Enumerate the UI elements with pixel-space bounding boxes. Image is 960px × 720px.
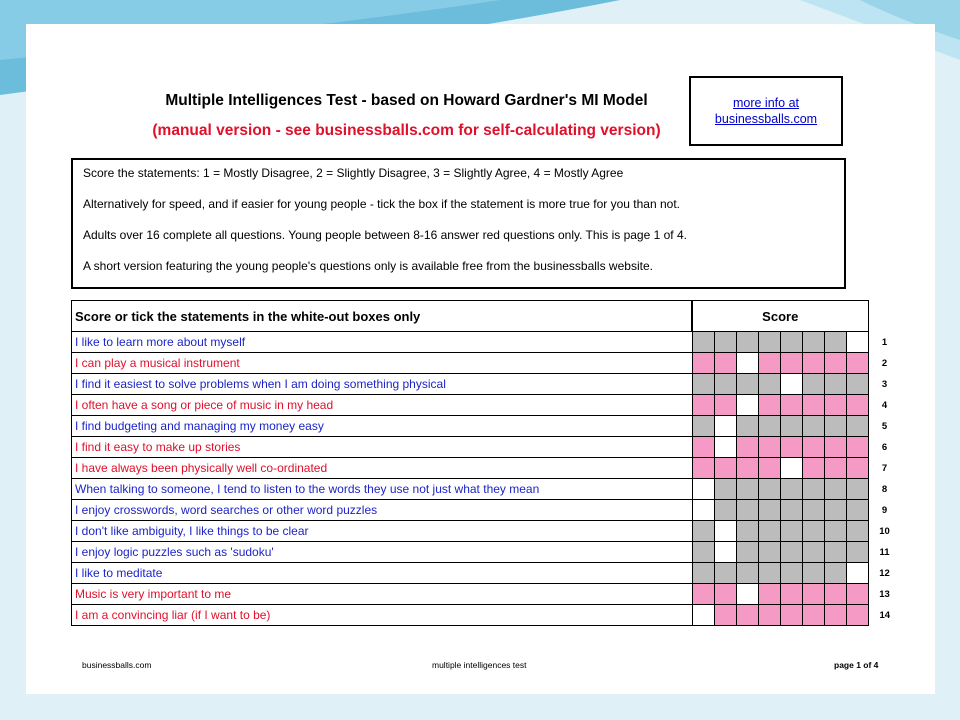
question-statement: I find budgeting and managing my money easy xyxy=(72,416,693,437)
blocked-cell xyxy=(846,521,868,542)
score-box[interactable] xyxy=(714,542,736,563)
question-row xyxy=(72,500,898,521)
question-statement: I have always been physically well co-ordinated xyxy=(72,458,693,479)
blocked-cell xyxy=(692,332,714,353)
score-box[interactable] xyxy=(736,353,758,374)
blocked-cell xyxy=(780,605,802,626)
blocked-cell xyxy=(736,563,758,584)
blocked-cell xyxy=(824,437,846,458)
blocked-cell xyxy=(802,605,824,626)
footer-page-number: page 1 of 4 xyxy=(834,660,879,670)
question-row xyxy=(72,521,898,542)
blocked-cell xyxy=(824,353,846,374)
blocked-cell xyxy=(802,374,824,395)
blocked-cell xyxy=(846,416,868,437)
blocked-cell xyxy=(758,479,780,500)
blocked-cell xyxy=(736,437,758,458)
question-statement: I often have a song or piece of music in my head xyxy=(72,395,693,416)
blocked-cell xyxy=(780,395,802,416)
blocked-cell xyxy=(846,542,868,563)
blocked-cell xyxy=(714,584,736,605)
blocked-cell xyxy=(846,395,868,416)
question-statement: I enjoy logic puzzles such as 'sudoku' xyxy=(72,542,693,563)
question-statement: Music is very important to me xyxy=(72,584,693,605)
blocked-cell xyxy=(692,416,714,437)
question-number: 12 xyxy=(879,567,890,579)
question-statement: I can play a musical instrument xyxy=(72,353,693,374)
number-column-header xyxy=(868,301,897,332)
blocked-cell xyxy=(758,521,780,542)
blocked-cell xyxy=(736,458,758,479)
blocked-cell xyxy=(736,416,758,437)
blocked-cell xyxy=(824,416,846,437)
blocked-cell xyxy=(824,500,846,521)
question-number: 13 xyxy=(879,588,890,600)
question-statement: I like to learn more about myself xyxy=(72,332,693,353)
instruction-line: Score the statements: 1 = Mostly Disagree, 2 = Slightly Disagree, 3 = Slightly Agree, 4 = Mostly Agree xyxy=(83,166,624,180)
question-statement: I enjoy crosswords, word searches or other word puzzles xyxy=(72,500,693,521)
blocked-cell xyxy=(824,605,846,626)
blocked-cell xyxy=(802,542,824,563)
blocked-cell xyxy=(692,542,714,563)
blocked-cell xyxy=(824,542,846,563)
blocked-cell xyxy=(802,332,824,353)
question-row xyxy=(72,479,898,500)
blocked-cell xyxy=(758,374,780,395)
score-column-header: Score xyxy=(692,301,868,332)
test-sheet xyxy=(26,24,935,694)
blocked-cell xyxy=(758,353,780,374)
question-row xyxy=(72,374,898,395)
blocked-cell xyxy=(802,479,824,500)
blocked-cell xyxy=(692,563,714,584)
question-number: 10 xyxy=(879,525,890,537)
blocked-cell xyxy=(758,605,780,626)
blocked-cell xyxy=(824,584,846,605)
info-box xyxy=(689,76,843,146)
question-row xyxy=(72,542,898,563)
score-box[interactable] xyxy=(780,458,802,479)
question-number: 2 xyxy=(881,357,888,369)
blocked-cell xyxy=(824,332,846,353)
blocked-cell xyxy=(780,479,802,500)
blocked-cell xyxy=(846,458,868,479)
question-row xyxy=(72,332,898,353)
question-row xyxy=(72,353,898,374)
blocked-cell xyxy=(714,563,736,584)
score-box[interactable] xyxy=(714,416,736,437)
question-number: 8 xyxy=(881,483,888,495)
blocked-cell xyxy=(736,521,758,542)
instruction-line: A short version featuring the young people's questions only is available free from the businessballs website. xyxy=(83,259,653,273)
instructions-box xyxy=(71,158,846,289)
score-box[interactable] xyxy=(846,332,868,353)
question-number: 1 xyxy=(881,336,888,348)
question-row xyxy=(72,395,898,416)
blocked-cell xyxy=(824,563,846,584)
question-row xyxy=(72,605,898,626)
blocked-cell xyxy=(692,374,714,395)
blocked-cell xyxy=(824,395,846,416)
instruction-line: Adults over 16 complete all questions. Young people between 8-16 answer red questions only. This is page 1 of 4. xyxy=(83,228,687,242)
question-number: 9 xyxy=(881,504,888,516)
question-number: 11 xyxy=(879,546,890,558)
blocked-cell xyxy=(780,521,802,542)
score-box[interactable] xyxy=(692,605,714,626)
blocked-cell xyxy=(758,563,780,584)
score-box[interactable] xyxy=(692,479,714,500)
footer-doc-name: multiple intelligences test xyxy=(432,660,527,670)
score-box[interactable] xyxy=(780,374,802,395)
blocked-cell xyxy=(758,437,780,458)
info-link[interactable]: more info at businessballs.com xyxy=(714,96,818,126)
blocked-cell xyxy=(802,458,824,479)
blocked-cell xyxy=(802,437,824,458)
blocked-cell xyxy=(692,584,714,605)
blocked-cell xyxy=(714,332,736,353)
question-number: 6 xyxy=(881,441,888,453)
instruction-line: Alternatively for speed, and if easier for young people - tick the box if the statement is more true for you than not. xyxy=(83,197,680,211)
question-number: 7 xyxy=(881,462,888,474)
blocked-cell xyxy=(758,542,780,563)
footer-site: businessballs.com xyxy=(82,660,152,670)
blocked-cell xyxy=(780,500,802,521)
blocked-cell xyxy=(758,332,780,353)
blocked-cell xyxy=(714,500,736,521)
blocked-cell xyxy=(846,479,868,500)
question-statement: I find it easiest to solve problems when I am doing something physical xyxy=(72,374,693,395)
blocked-cell xyxy=(846,500,868,521)
blocked-cell xyxy=(758,584,780,605)
blocked-cell xyxy=(692,521,714,542)
question-statement: I like to meditate xyxy=(72,563,693,584)
score-box[interactable] xyxy=(846,563,868,584)
blocked-cell xyxy=(736,332,758,353)
blocked-cell xyxy=(780,332,802,353)
blocked-cell xyxy=(802,584,824,605)
blocked-cell xyxy=(846,374,868,395)
blocked-cell xyxy=(824,374,846,395)
blocked-cell xyxy=(758,416,780,437)
blocked-cell xyxy=(736,542,758,563)
page-title: Multiple Intelligences Test - based on Howard Gardner's MI Model xyxy=(165,92,648,109)
question-number: 5 xyxy=(881,420,888,432)
question-number: 3 xyxy=(881,378,888,390)
blocked-cell xyxy=(692,458,714,479)
blocked-cell xyxy=(692,353,714,374)
blocked-cell xyxy=(846,605,868,626)
title-area xyxy=(124,86,689,140)
blocked-cell xyxy=(714,395,736,416)
score-box[interactable] xyxy=(714,437,736,458)
blocked-cell xyxy=(780,542,802,563)
question-statement: I am a convincing liar (if I want to be) xyxy=(72,605,693,626)
blocked-cell xyxy=(714,605,736,626)
blocked-cell xyxy=(780,584,802,605)
blocked-cell xyxy=(802,500,824,521)
score-box[interactable] xyxy=(714,521,736,542)
blocked-cell xyxy=(714,353,736,374)
blocked-cell xyxy=(780,563,802,584)
blocked-cell xyxy=(802,416,824,437)
question-row xyxy=(72,584,898,605)
question-statement: I don't like ambiguity, I like things to be clear xyxy=(72,521,693,542)
score-box[interactable] xyxy=(736,584,758,605)
question-row xyxy=(72,437,898,458)
blocked-cell xyxy=(824,521,846,542)
blocked-cell xyxy=(780,353,802,374)
blocked-cell xyxy=(802,563,824,584)
blocked-cell xyxy=(802,353,824,374)
blocked-cell xyxy=(846,437,868,458)
blocked-cell xyxy=(780,437,802,458)
blocked-cell xyxy=(736,605,758,626)
statement-column-header: Score or tick the statements in the white-out boxes only xyxy=(72,301,693,332)
blocked-cell xyxy=(758,458,780,479)
blocked-cell xyxy=(714,374,736,395)
blocked-cell xyxy=(736,374,758,395)
blocked-cell xyxy=(824,479,846,500)
blocked-cell xyxy=(846,353,868,374)
score-box[interactable] xyxy=(736,395,758,416)
blocked-cell xyxy=(758,500,780,521)
question-row xyxy=(72,458,898,479)
question-row xyxy=(72,563,898,584)
question-number: 14 xyxy=(879,609,891,621)
question-statement: I find it easy to make up stories xyxy=(72,437,693,458)
blocked-cell xyxy=(824,458,846,479)
blocked-cell xyxy=(758,395,780,416)
blocked-cell xyxy=(802,521,824,542)
blocked-cell xyxy=(846,584,868,605)
score-box[interactable] xyxy=(692,500,714,521)
question-row xyxy=(72,416,898,437)
blocked-cell xyxy=(736,500,758,521)
blocked-cell xyxy=(780,416,802,437)
blocked-cell xyxy=(692,437,714,458)
table-header-row xyxy=(72,301,898,332)
question-number: 4 xyxy=(881,399,888,411)
blocked-cell xyxy=(692,395,714,416)
questions-table xyxy=(71,300,898,626)
blocked-cell xyxy=(736,479,758,500)
blocked-cell xyxy=(714,479,736,500)
question-statement: When talking to someone, I tend to listen to the words they use not just what they mean xyxy=(72,479,693,500)
blocked-cell xyxy=(802,395,824,416)
blocked-cell xyxy=(714,458,736,479)
page-subtitle: (manual version - see businessballs.com for self-calculating version) xyxy=(152,122,661,139)
